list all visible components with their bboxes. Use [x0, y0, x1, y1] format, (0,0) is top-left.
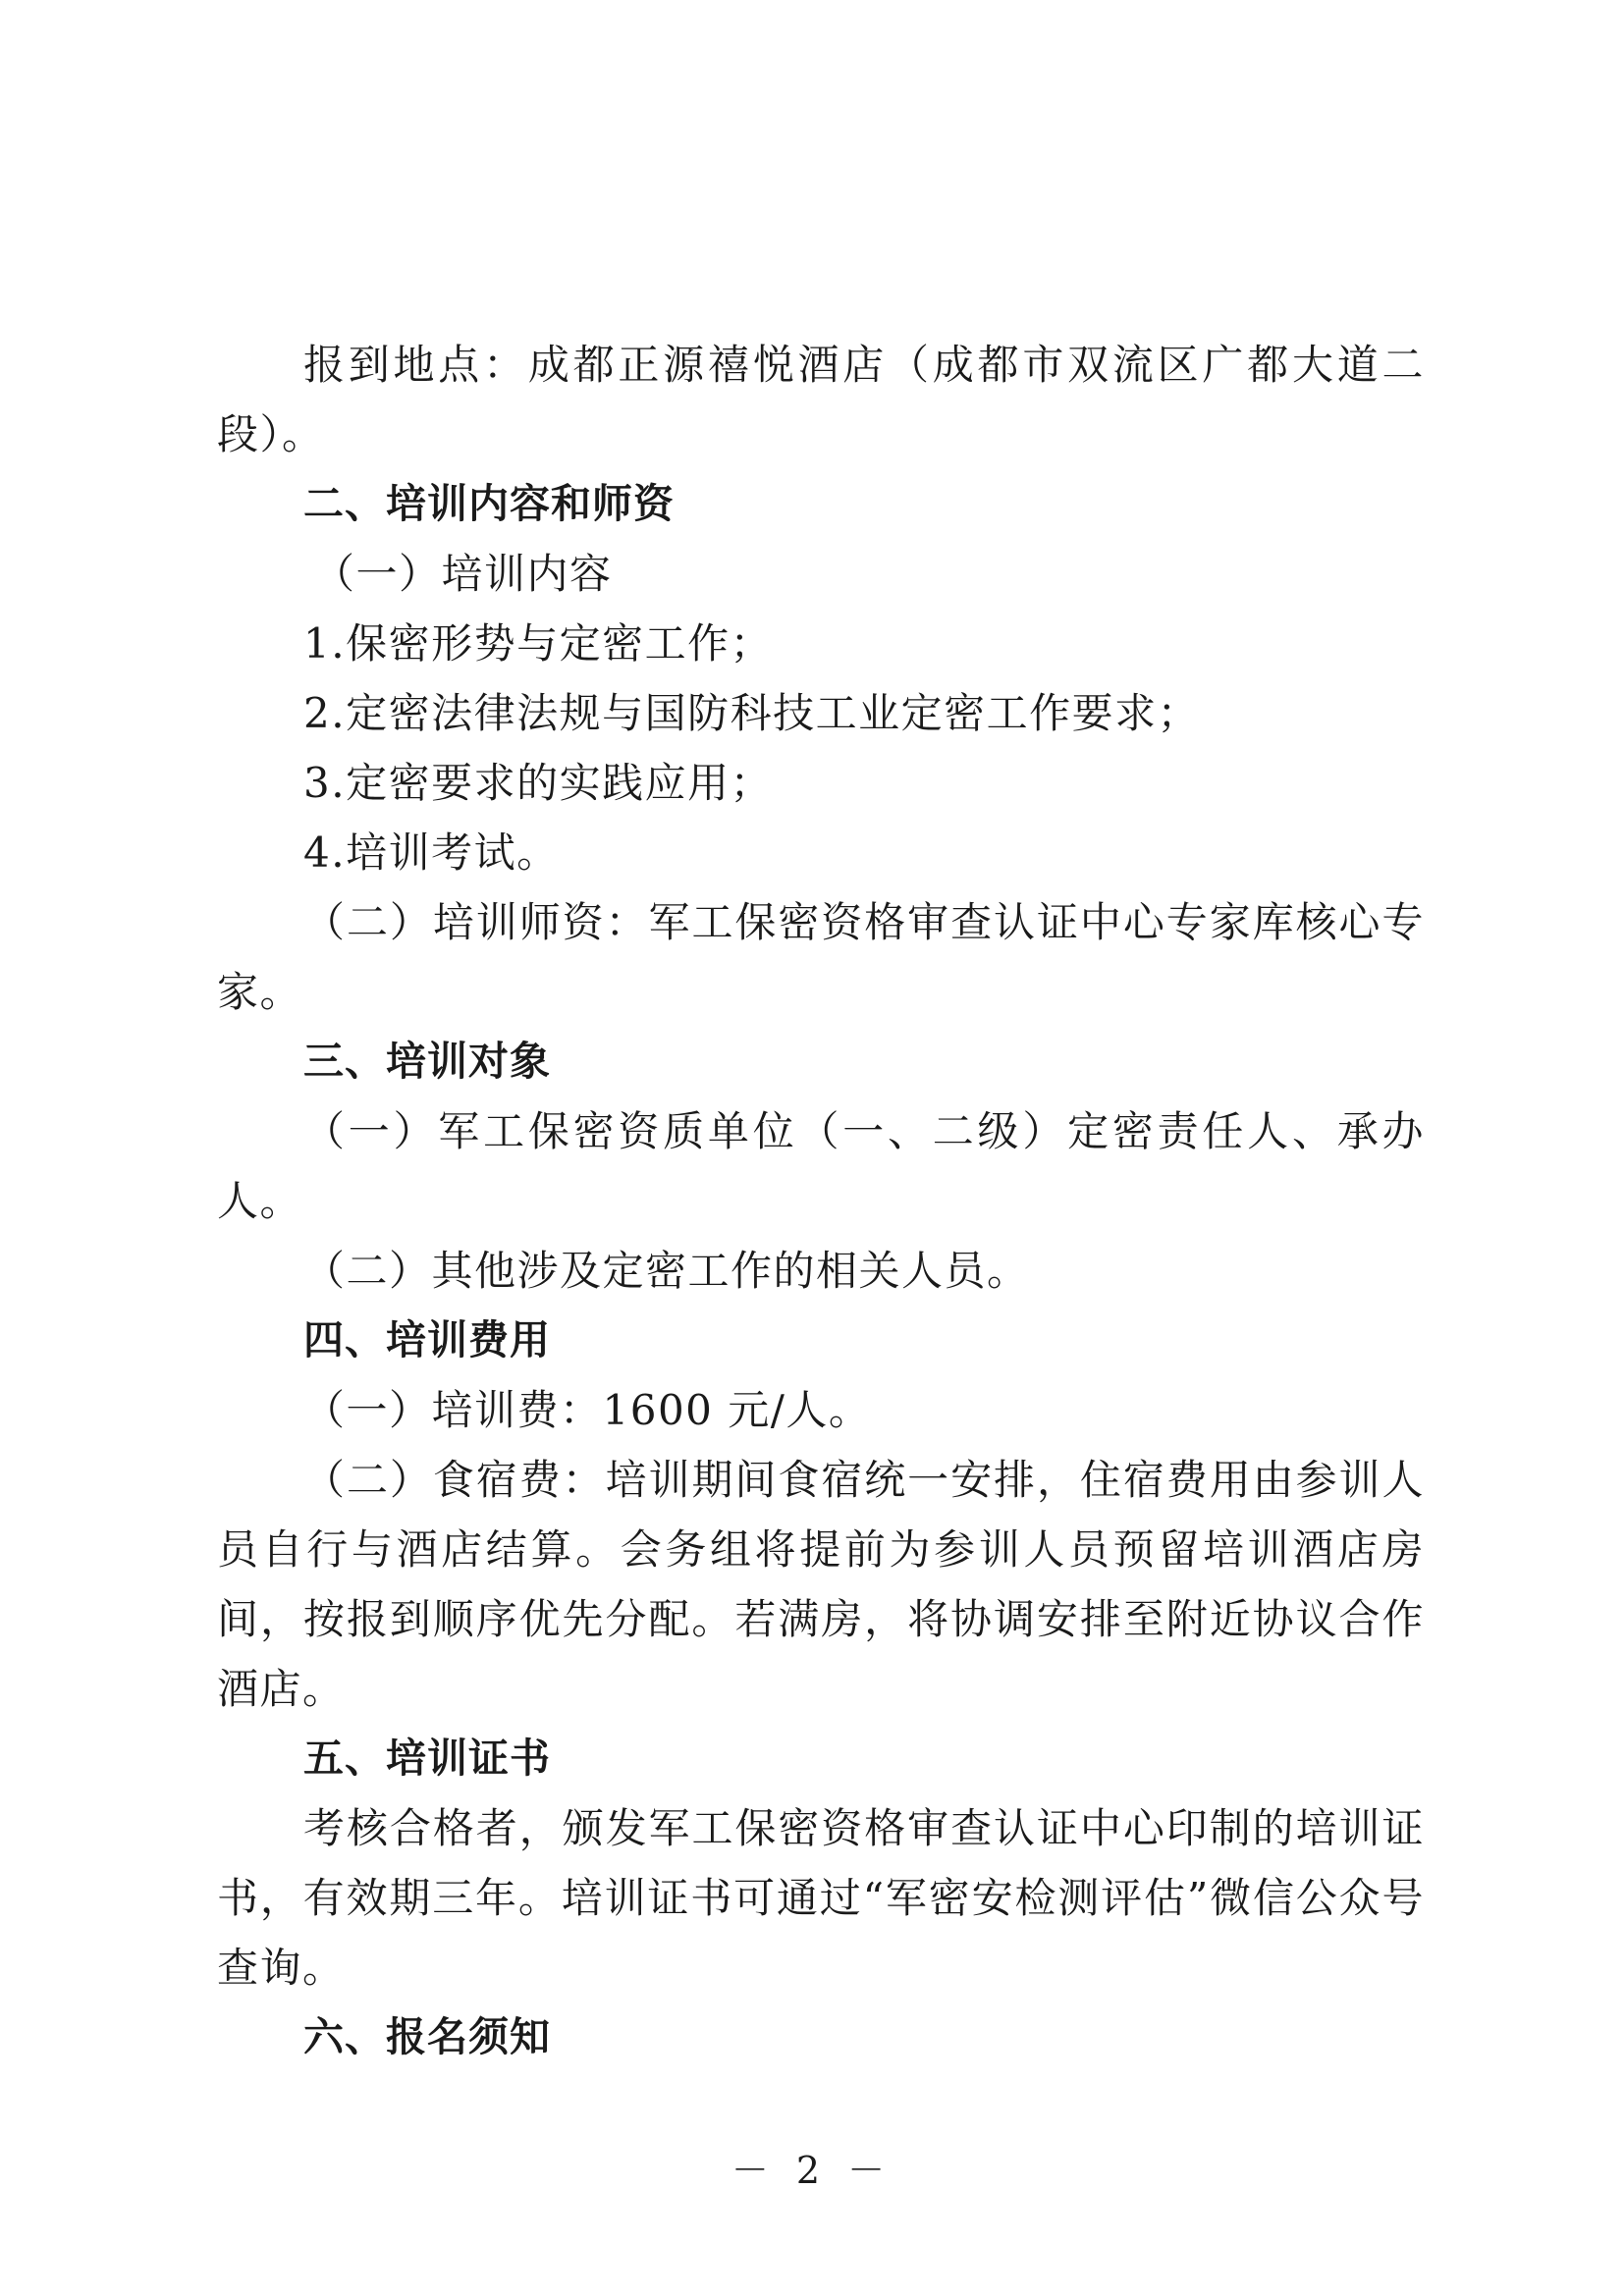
section-heading-training-content: 二、培训内容和师资 — [303, 480, 675, 527]
list-item: （二）其他涉及定密工作的相关人员。 — [303, 1247, 1030, 1295]
list-item: （二）食宿费：培训期间食宿统一安排，住宿费用由参训人员自行与酒店结算。会务组将提前为参训人员预留培训酒店房间，按报到顺序优先分配。若满房，将协调安排至附近协议合作酒店。 — [217, 1456, 1425, 1713]
document-body — [217, 330, 1425, 2072]
section-heading-training-fees: 四、培训费用 — [303, 1316, 551, 1363]
list-item: （一）军工保密资质单位（一、二级）定密责任人、承办人。 — [217, 1107, 1425, 1225]
report-location: 报到地点：成都正源禧悦酒店（成都市双流区广都大道二段）。 — [217, 341, 1425, 458]
subsection-training-content: （一）培训内容 — [313, 550, 613, 598]
page-number: － 2 － — [731, 2149, 893, 2192]
list-item: 2.定密法律法规与国防科技工业定密工作要求； — [303, 689, 1201, 737]
section-heading-training-audience: 三、培训对象 — [303, 1038, 551, 1085]
list-item: 4.培训考试。 — [303, 828, 560, 877]
section-heading-registration-notes: 六、报名须知 — [303, 2013, 551, 2060]
list-item: 1.保密形势与定密工作； — [303, 619, 774, 667]
section-heading-training-certificate: 五、培训证书 — [303, 1735, 551, 1782]
subsection-training-teachers: （二）培训师资：军工保密资格审查认证中心专家库核心专家。 — [217, 898, 1425, 1016]
list-item: 3.定密要求的实践应用； — [303, 759, 774, 807]
list-item: （一）培训费：1600 元/人。 — [303, 1386, 872, 1434]
certificate-text: 考核合格者，颁发军工保密资格审查认证中心印制的培训证书，有效期三年。培训证书可通过“军密安检测评估”微信公众号查询。 — [217, 1804, 1425, 1992]
